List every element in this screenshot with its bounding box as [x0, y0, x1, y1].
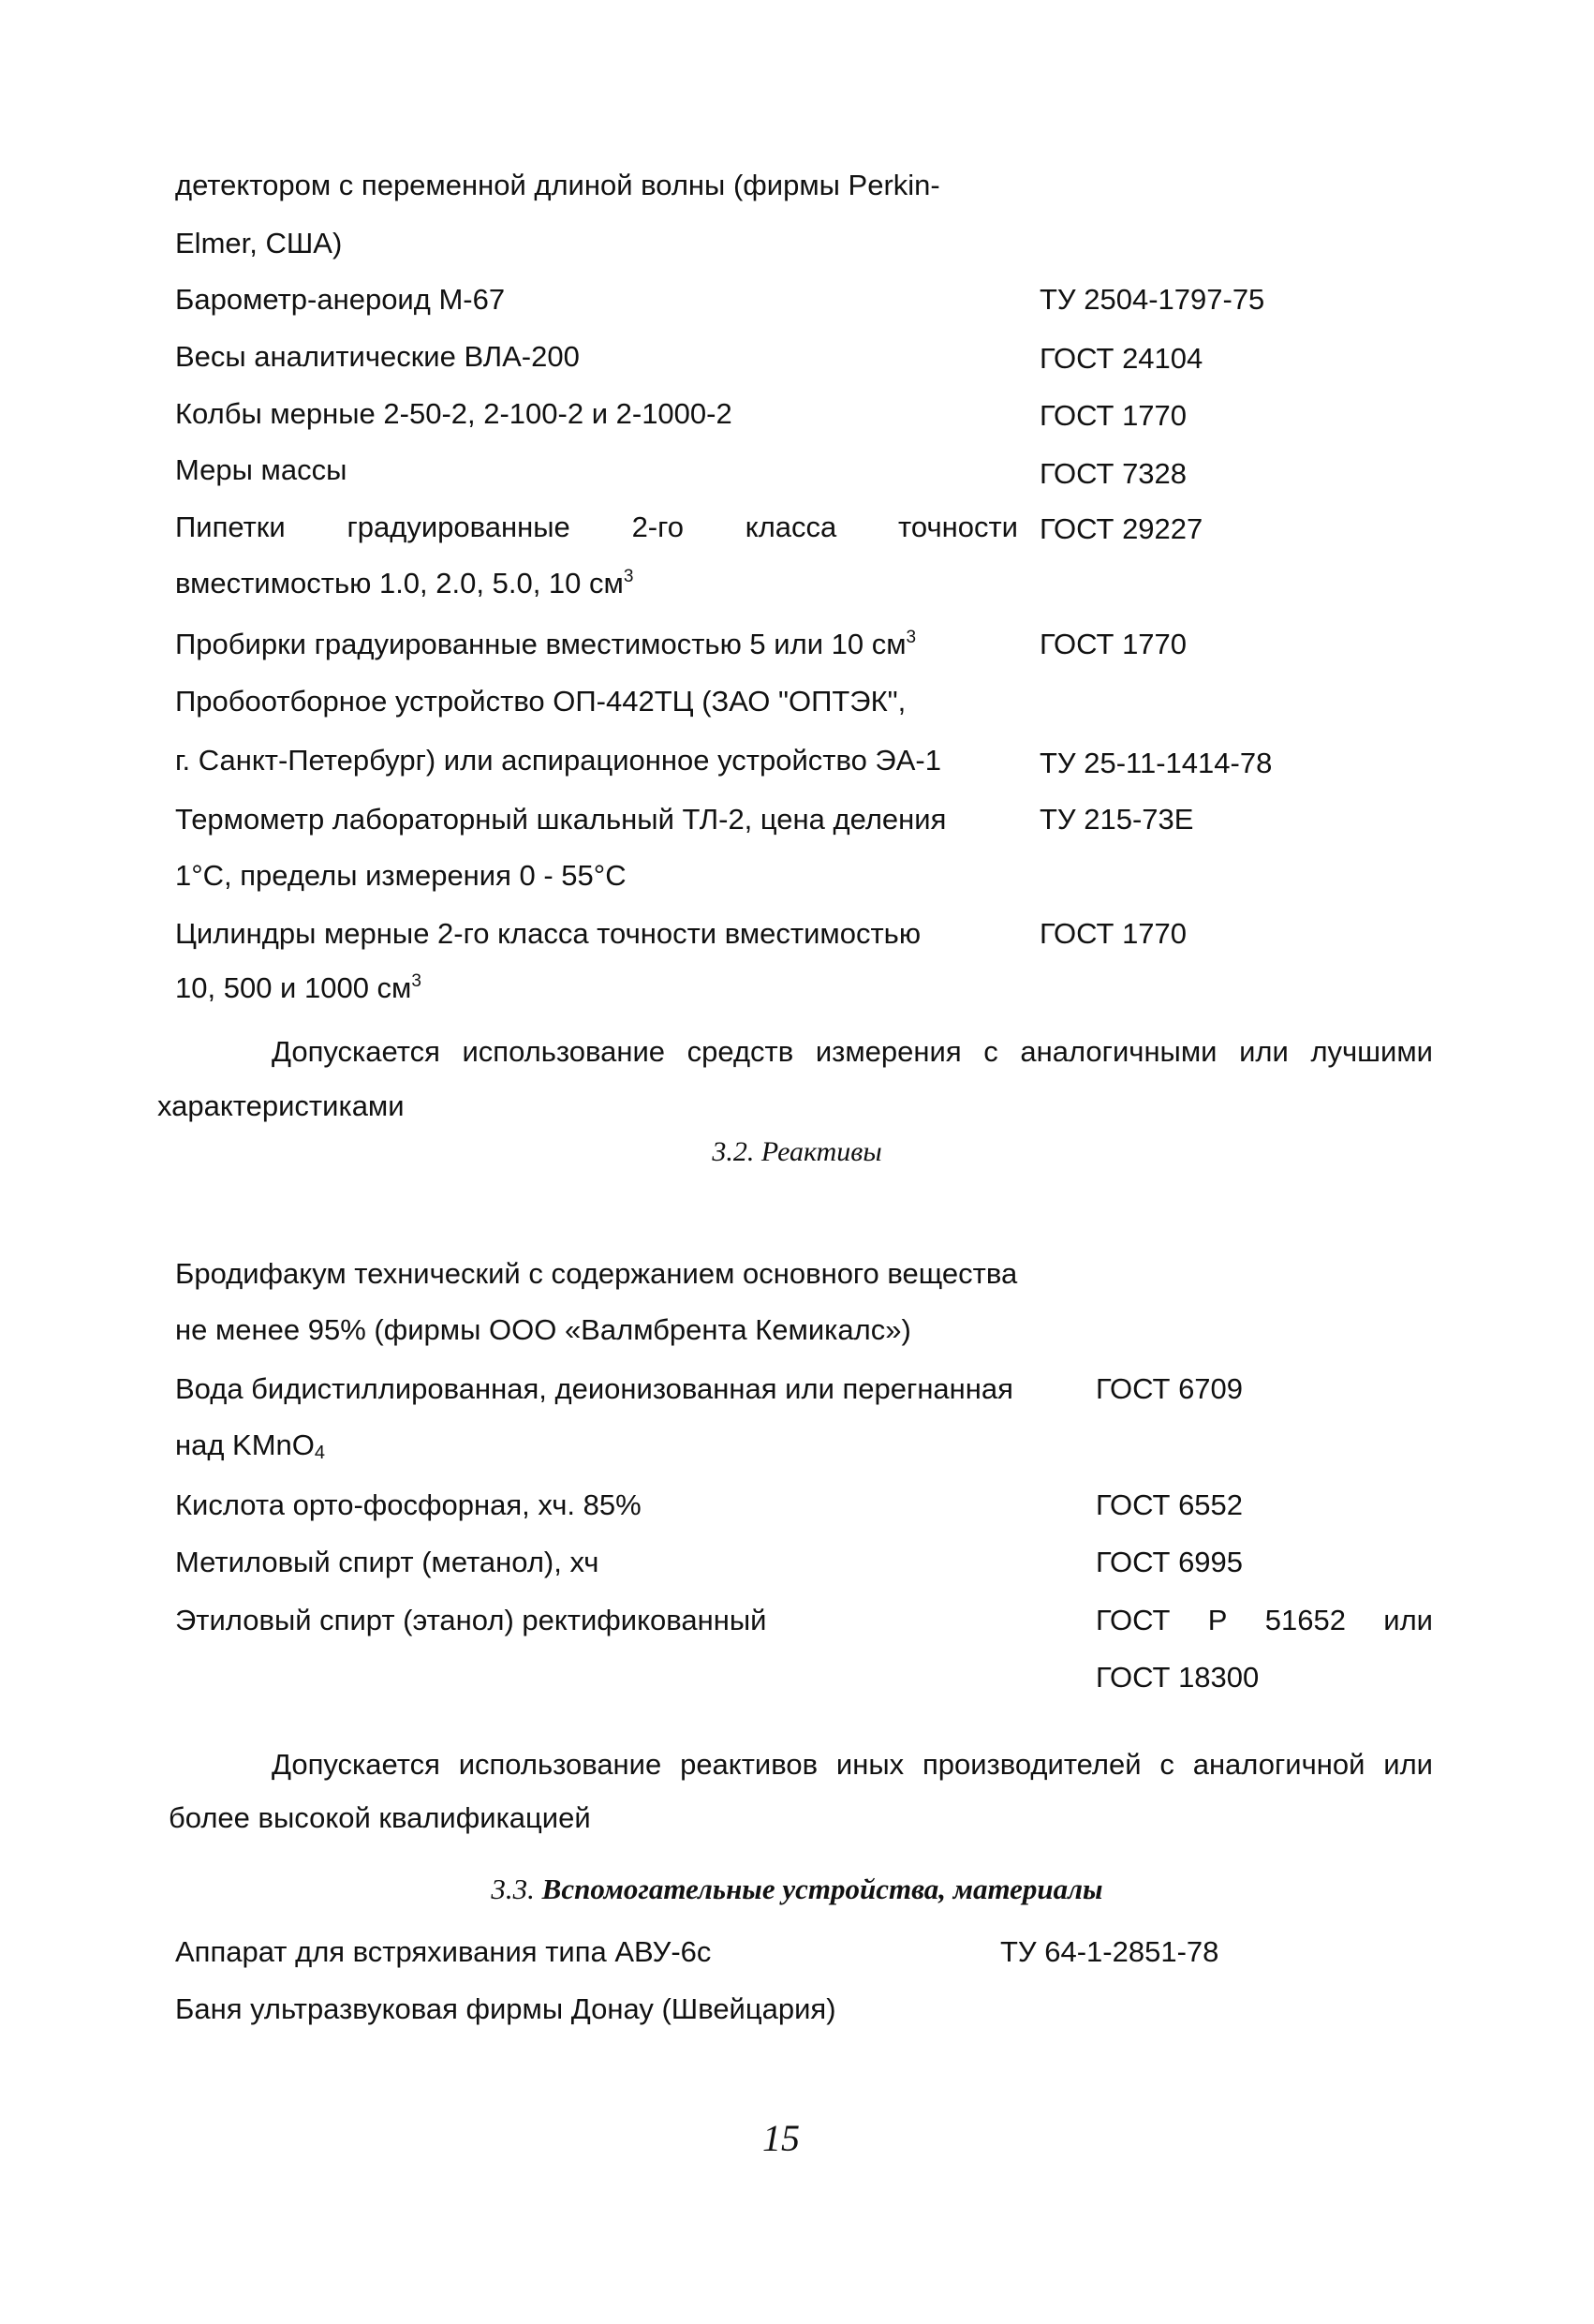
word: 51652 — [1264, 1604, 1346, 1636]
instrument-line: Пробоотборное устройство ОП-442ТЦ (ЗАО "ОПТЭК", — [175, 685, 907, 718]
instrument-line: Пробирки градуированные вместимостью 5 или 10 $см^3$ — [175, 628, 917, 660]
instruments-note-cont: характеристиками — [157, 1089, 405, 1122]
word: или — [1383, 1604, 1433, 1636]
instrument-line: Термометр лабораторный шкальный ТЛ-2, цена деления — [175, 803, 947, 836]
word: градуированные — [347, 511, 570, 543]
word: 2-го — [631, 511, 684, 543]
standard-reference: ГОСТ 18300 — [1096, 1661, 1260, 1694]
aux-line: Аппарат для встряхивания типа АВУ-6с — [175, 1935, 712, 1968]
reagent-line: Вода бидистиллированная, деионизованная или перегнанная — [175, 1372, 1013, 1405]
reagent-line: Этиловый спирт (этанол) ректификованный — [175, 1604, 767, 1636]
reagent-line: Метиловый спирт (метанол), хч — [175, 1546, 599, 1578]
reagent-line: не менее 95% (фирмы ООО «Валмбрента Кемикалс») — [175, 1313, 911, 1346]
page-number-handwritten — [757, 2115, 813, 2162]
standard-reference: ГОСТ 24104 — [1040, 342, 1203, 375]
standard-reference: ГОСТ 1770 — [1040, 917, 1188, 950]
standard-reference: ГОСТ 29227 — [1040, 512, 1203, 545]
word: Р — [1207, 1604, 1228, 1636]
instrument-line: вместимостью 1.0, 2.0, 5.0, 10 $см^3$ — [175, 567, 634, 600]
standard-reference: ТУ 64-1-2851-78 — [1000, 1935, 1219, 1968]
word: точности — [898, 511, 1018, 543]
instrument-line-justified — [175, 511, 1018, 544]
instruments-note: Допускается использование средств измерения с аналогичными или лучшими — [272, 1035, 1433, 1068]
section-heading-auxiliary: 3.3. Вспомогательные устройства, материалы — [491, 1873, 1103, 1905]
reagent-line: Кислота орто-фосфорная, хч. 85% — [175, 1488, 642, 1521]
reagents-note: Допускается использование реактивов иных производителей с аналогичной или — [272, 1748, 1433, 1781]
svg-text:15: 15 — [762, 2117, 800, 2159]
instrument-line: г. Санкт-Петербург) или аспирационное устройство ЭА-1 — [175, 744, 941, 777]
word: Пипетки — [175, 511, 286, 543]
instrument-line: Весы аналитические ВЛА-200 — [175, 340, 580, 373]
reagents-note-cont: более высокой квалификацией — [169, 1801, 591, 1834]
aux-line: Баня ультразвуковая фирмы Донау (Швейцария) — [175, 1992, 836, 2025]
standard-reference: ГОСТ 6995 — [1096, 1546, 1244, 1578]
standard-reference: ГОСТ 6552 — [1096, 1488, 1244, 1521]
instrument-line: детектором с переменной длиной волны (фирмы Perkin- — [175, 169, 940, 201]
standard-reference: ГОСТ 1770 — [1040, 628, 1188, 660]
instrument-line: Меры массы — [175, 453, 347, 486]
instrument-line: Колбы мерные 2-50-2, 2-100-2 и 2-1000-2 — [175, 397, 732, 430]
standard-reference: ГОСТ 1770 — [1040, 399, 1188, 432]
word: ГОСТ — [1096, 1604, 1171, 1636]
standard-reference-justified — [1096, 1604, 1433, 1637]
reagent-line: Бродифакум технический с содержанием основного вещества — [175, 1257, 1018, 1290]
standard-reference: ТУ 2504-1797-75 — [1040, 283, 1265, 316]
instrument-line: Барометр-анероид М-67 — [175, 283, 506, 316]
instrument-line: Цилиндры мерные 2-го класса точности вместимостью — [175, 917, 922, 950]
instrument-line: 1°С, пределы измерения 0 - 55°С — [175, 859, 627, 892]
standard-reference: ТУ 215-73Е — [1040, 803, 1194, 836]
reagent-line: над KMnO$_4$ — [175, 1428, 326, 1463]
standard-reference: ГОСТ 7328 — [1040, 457, 1188, 490]
instrument-line: 10, 500 и 1000 $см^3$ — [175, 971, 421, 1004]
standard-reference: ТУ 25-11-1414-78 — [1040, 747, 1273, 779]
section-heading-reagents: 3.2. Реактивы — [712, 1136, 882, 1167]
word: класса — [745, 511, 837, 543]
standard-reference: ГОСТ 6709 — [1096, 1372, 1244, 1405]
instrument-line: Elmer, США) — [175, 227, 343, 259]
